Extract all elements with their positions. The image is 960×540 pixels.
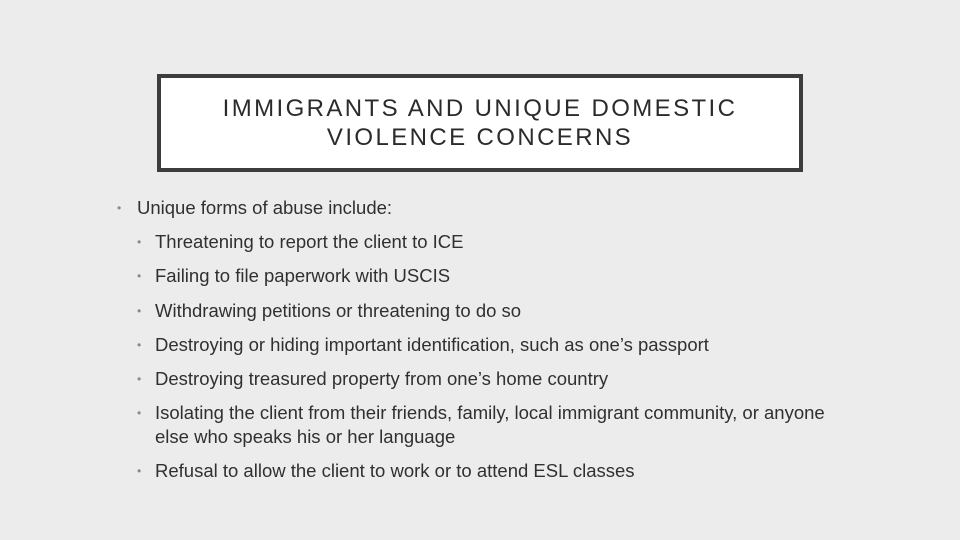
bullet-icon: • <box>137 372 142 387</box>
slide-title-line-1: IMMIGRANTS AND UNIQUE DOMESTIC <box>222 95 738 122</box>
list-item <box>137 333 837 357</box>
slide-title <box>223 94 738 152</box>
list-item-text: Threatening to report the client to ICE <box>155 231 464 252</box>
bullet-icon: • <box>137 269 142 284</box>
intro-text: Unique forms of abuse include: <box>137 197 393 218</box>
list-item <box>137 459 837 483</box>
bullet-icon: • <box>137 406 142 421</box>
list-item-text: Refusal to allow the client to work or to attend ESL classes <box>155 460 635 482</box>
bullet-icon: • <box>137 235 142 249</box>
abuse-forms-list <box>117 230 837 483</box>
list-item-text: Failing to file paperwork with USCIS <box>155 265 451 287</box>
list-item <box>137 401 837 449</box>
bullet-content <box>117 196 837 494</box>
list-item-text: Destroying or hiding important identification, such as one’s passport <box>155 333 709 355</box>
bullet-icon: • <box>137 464 142 479</box>
bullet-icon: • <box>137 303 142 318</box>
bullet-icon: • <box>117 201 122 215</box>
list-item-text: Destroying treasured property from one’s home country <box>155 368 609 390</box>
list-item <box>137 299 837 323</box>
slide-title-line-2: VIOLENCE CONCERNS <box>326 124 634 151</box>
bullet-icon: • <box>137 337 142 352</box>
list-item-text: Isolating the client from their friends, family, local immigrant community, or anyone else who speaks his or her language <box>155 402 825 448</box>
list-item <box>137 367 837 391</box>
list-item <box>137 230 837 254</box>
intro-bullet <box>117 196 837 220</box>
title-box <box>157 74 803 172</box>
list-item <box>137 264 837 288</box>
list-item-text: Withdrawing petitions or threatening to do so <box>155 299 522 321</box>
